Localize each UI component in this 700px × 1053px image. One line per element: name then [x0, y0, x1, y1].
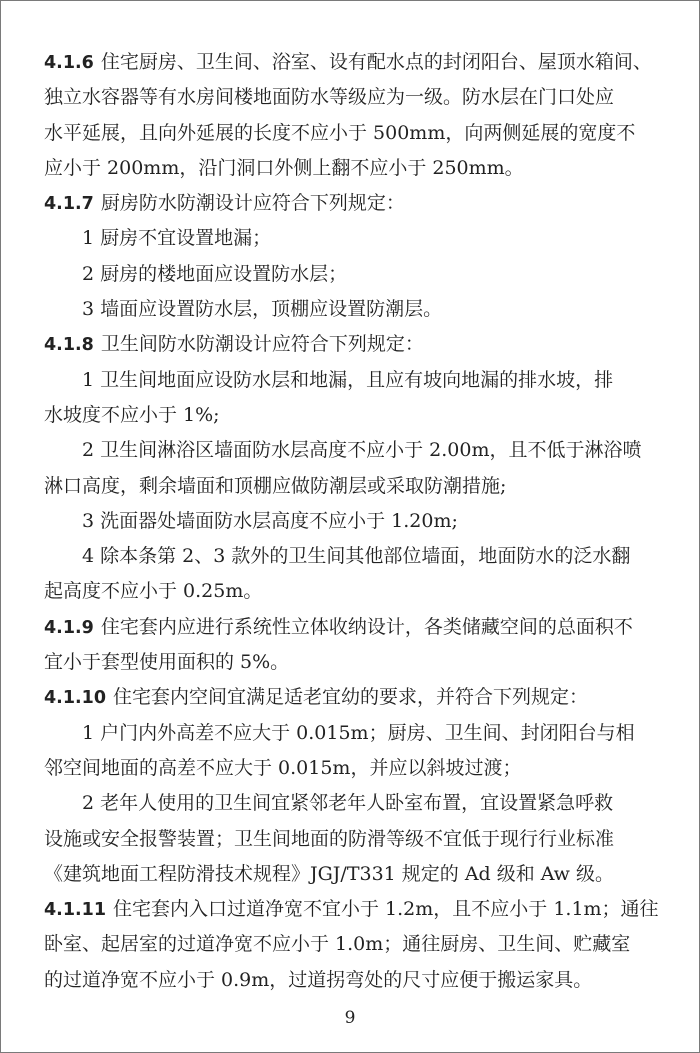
- clause-4-1-9: [44, 610, 666, 681]
- clause-text-line: [44, 927, 666, 962]
- clause-text: 应小于 200mm，沿门洞口外侧上翻不应小于 250mm。: [44, 156, 524, 179]
- clause-text-line: [44, 645, 666, 680]
- clause-text-line: [44, 892, 666, 927]
- clause-text: 的过道净宽不应小于 0.9m，过道拐弯处的尺寸应便于搬运家具。: [44, 968, 593, 991]
- clause-text-line: [44, 327, 666, 362]
- clause-text: 卫生间防水防潮设计应符合下列规定：: [100, 333, 424, 356]
- list-item-first-line: 2 卫生间淋浴区墙面防水层高度不应小于 2.00m，且不低于淋浴喷: [82, 439, 642, 462]
- clause-text: 厨房防水防潮设计应符合下列规定：: [100, 192, 405, 215]
- list-item-continuation-line: 邻空间地面的高差不应大于 0.015m，并应以斜坡过渡；: [44, 756, 522, 779]
- clause-4-1-6: [44, 45, 666, 186]
- clause-text-line: [44, 680, 666, 715]
- clause-text: 住宅套内应进行系统性立体收纳设计，各类储藏空间的总面积不: [100, 615, 633, 638]
- clause-text: 宜小于套型使用面积的 5%。: [44, 651, 290, 674]
- list-item-first-line: 1 卫生间地面应设防水层和地漏，且应有坡向地漏的排水坡，排: [82, 368, 614, 391]
- clause-4-1-11: [44, 892, 666, 998]
- clause-text-line: [44, 45, 666, 80]
- clause-text-line: [44, 610, 666, 645]
- clause-number: 4.1.8: [44, 335, 94, 356]
- clause-number: 4.1.9: [44, 617, 94, 638]
- clause-number: 4.1.11: [44, 900, 107, 921]
- list-item-first-line: 4 除本条第 2、3 款外的卫生间其他部位墙面，地面防水的泛水翻: [82, 545, 631, 568]
- clause-text: 独立水容器等有水房间楼地面防水等级应为一级。防水层在门口处应: [44, 86, 615, 109]
- clause-4-1-7: [44, 186, 666, 327]
- clause-number: 4.1.6: [44, 53, 94, 73]
- list-item-first-line: 3 墙面应设置防水层，顶棚应设置防潮层。: [82, 298, 443, 321]
- clause-number: 4.1.10: [44, 688, 107, 709]
- clause-text-line: [44, 116, 666, 151]
- clause-text: 水平延展，且向外延展的长度不应小于 500mm，向两侧延展的宽度不: [44, 121, 636, 144]
- clause-text: 卧室、起居室的过道净宽不应小于 1.0m；通往厨房、卫生间、贮藏室: [44, 933, 631, 956]
- clause-4-1-8: [44, 327, 666, 609]
- clause-text-line: [44, 963, 666, 998]
- list-item-first-line: 1 厨房不宜设置地漏；: [82, 227, 272, 250]
- page-number: 9: [344, 1008, 356, 1028]
- clause-number: 4.1.7: [44, 194, 94, 215]
- clause-text: 住宅厨房、卫生间、浴室、设有配水点的封闭阳台、屋顶水箱间、: [100, 51, 652, 73]
- clause-text-line: [44, 151, 666, 186]
- list-item-continuation-line: 水坡度不应小于 1%;: [44, 403, 220, 426]
- clause-text-line: [44, 186, 666, 221]
- clause-4-1-10: [44, 680, 666, 892]
- clause-text-line: [44, 80, 666, 115]
- list-item-first-line: 3 洗面器处墙面防水层高度不应小于 1.20m;: [82, 509, 458, 532]
- list-item-first-line: 1 户门内外高差不应大于 0.015m；厨房、卫生间、封闭阳台与相: [82, 721, 635, 744]
- list-item-first-line: 2 老年人使用的卫生间宜紧邻老年人卧室布置，宜设置紧急呼救: [82, 792, 614, 815]
- clause-text: 住宅套内入口过道净宽不宜小于 1.2m，且不应小于 1.1m；通往: [113, 898, 659, 921]
- list-item-continuation-line: 《建筑地面工程防滑技术规程》JGJ/T331 规定的 Ad 级和 Aw 级。: [44, 862, 614, 885]
- list-item-first-line: 2 厨房的楼地面应设置防水层；: [82, 262, 348, 285]
- list-item-continuation-line: 起高度不应小于 0.25m。: [44, 580, 263, 603]
- list-item-continuation-line: 淋口高度，剩余墙面和顶棚应做防潮层或采取防潮措施;: [44, 474, 507, 497]
- document-body: [44, 45, 666, 998]
- clause-text: 住宅套内空间宜满足适老宜幼的要求，并符合下列规定：: [113, 686, 589, 709]
- list-item-continuation-line: 设施或安全报警装置；卫生间地面的防滑等级不宜低于现行行业标准: [44, 827, 615, 850]
